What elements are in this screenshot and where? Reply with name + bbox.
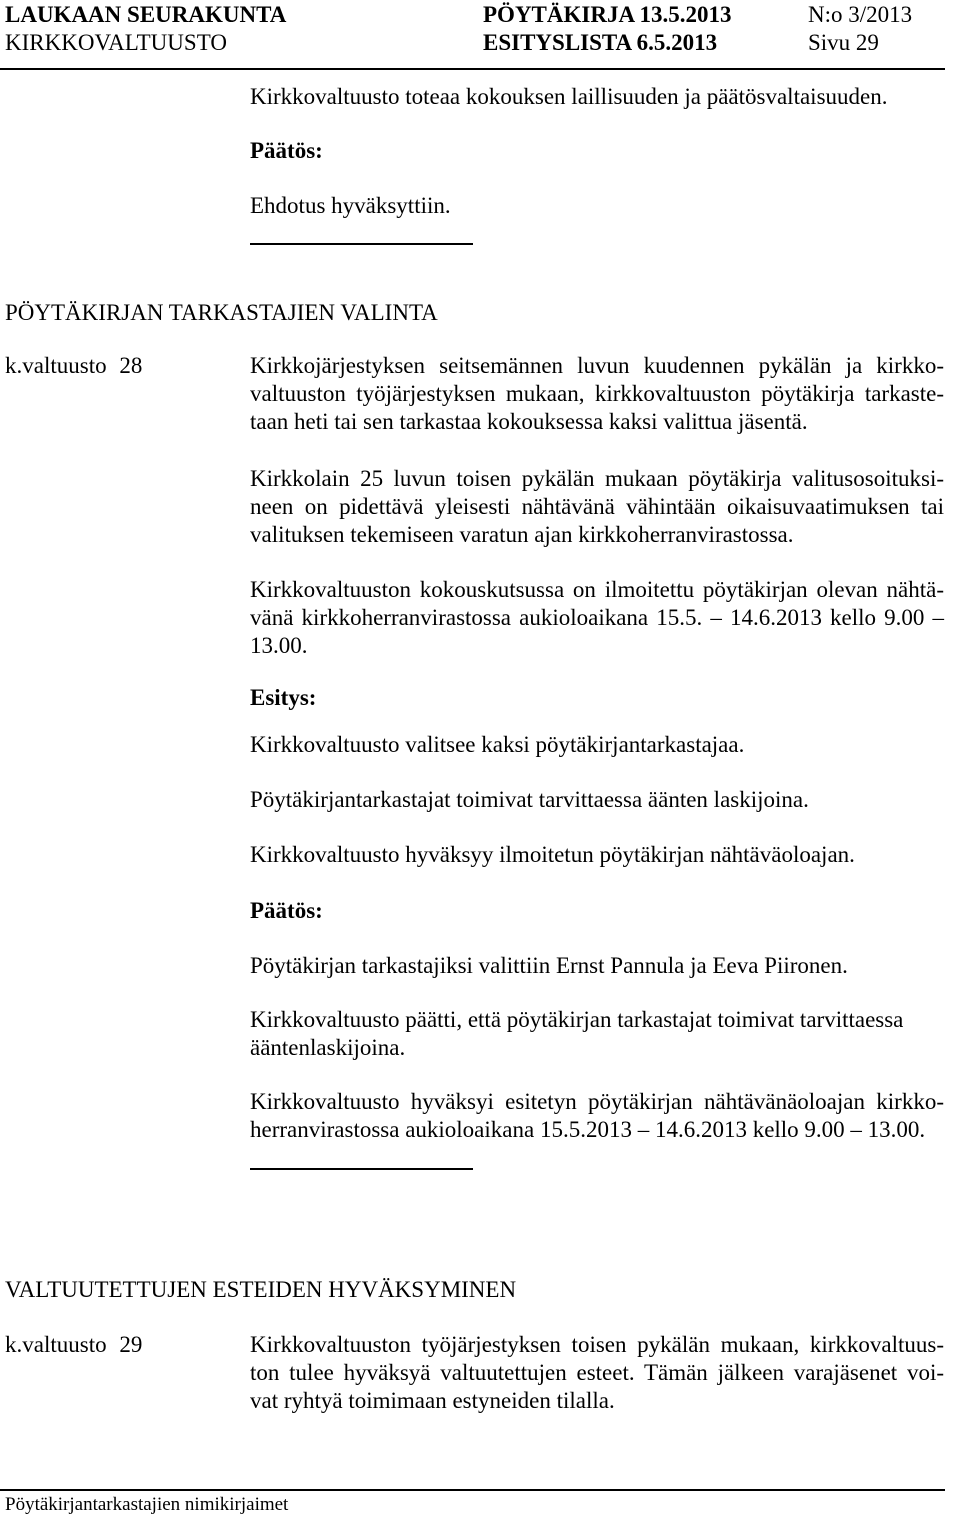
- previous-item-statement: [250, 83, 944, 111]
- section-end-rule: [250, 1168, 473, 1170]
- paragraph-line: Kirkkovaltuusto päätti, että pöytäkirjan tarkastajat toimivat tarvittaessa: [250, 1007, 904, 1032]
- paragraph-line: neen on pidettävä yleisesti nähtävänä vähintään oikaisuvaatimuksen tai: [250, 494, 944, 519]
- paragraph: [250, 465, 944, 549]
- decision-label: Päätös:: [250, 138, 323, 163]
- paragraph-line: Ehdotus hyväksyttiin.: [250, 193, 451, 218]
- paragraph-line: Kirkkovaltuusto hyväksyy ilmoitetun pöytäkirjan nähtäväoloajan.: [250, 842, 855, 867]
- paragraph-line: valituksen tekemiseen varatun ajan kirkkoherranvirastossa.: [250, 522, 794, 547]
- organization-name: LAUKAAN SEURAKUNTA: [5, 2, 287, 27]
- paragraph-line: Kirkkovaltuusto toteaa kokouksen laillisuuden ja päätösvaltaisuuden.: [250, 84, 888, 109]
- proposal: [250, 731, 944, 759]
- paragraph-line: Kirkkovaltuusto hyväksyi esitetyn pöytäkirjan nähtävänäoloajan kirkko-: [250, 1089, 944, 1114]
- section-reference: k.valtuusto 29: [5, 1332, 143, 1357]
- minutes-number: N:o 3/2013: [808, 2, 913, 27]
- paragraph: [250, 1331, 944, 1415]
- minutes-date: PÖYTÄKIRJA 13.5.2013: [483, 2, 732, 27]
- previous-decision-heading: [250, 137, 944, 165]
- decision: [250, 1006, 944, 1062]
- section-end-rule: [250, 243, 473, 245]
- footer-rule: [0, 1489, 945, 1491]
- proposal-heading: [250, 684, 944, 712]
- paragraph-line: vänä kirkkoherranvirastossa aukioloaikana 15.5. – 14.6.2013 kello 9.00 –: [250, 605, 944, 630]
- decision: [250, 1088, 944, 1144]
- header-rule: [0, 68, 945, 70]
- decision: [250, 952, 944, 980]
- paragraph-line: Kirkkojärjestyksen seitsemännen luvun kuudennen pykälän ja kirkko-: [250, 353, 944, 378]
- agenda-date: ESITYSLISTA 6.5.2013: [483, 30, 718, 55]
- paragraph: [250, 352, 944, 436]
- section-title: PÖYTÄKIRJAN TARKASTAJIEN VALINTA: [5, 300, 438, 325]
- proposal-label: Esitys:: [250, 685, 317, 710]
- paragraph-line: Kirkkovaltuuston kokouskutsussa on ilmoitettu pöytäkirjan olevan nähtä-: [250, 577, 944, 602]
- proposal: [250, 841, 944, 869]
- paragraph-line: vat ryhtyä toimimaan estyneiden tilalla.: [250, 1388, 615, 1413]
- council-name: KIRKKOVALTUUSTO: [5, 30, 227, 55]
- paragraph-line: Pöytäkirjan tarkastajiksi valittiin Ernst Pannula ja Eeva Piironen.: [250, 953, 848, 978]
- paragraph-line: 13.00.: [250, 633, 308, 658]
- paragraph-line: Kirkkovaltuusto valitsee kaksi pöytäkirjantarkastajaa.: [250, 732, 745, 757]
- paragraph-line: ton tulee hyväksyä valtuutettujen esteet. Tämän jälkeen varajäsenet voi-: [250, 1360, 944, 1385]
- paragraph-line: ääntenlaskijoina.: [250, 1035, 406, 1060]
- paragraph-line: Pöytäkirjantarkastajat toimivat tarvittaessa äänten laskijoina.: [250, 787, 809, 812]
- footer-initials-label: Pöytäkirjantarkastajien nimikirjaimet: [5, 1494, 289, 1515]
- paragraph-line: taan heti tai sen tarkastaa kokouksessa kaksi valittua jäsentä.: [250, 409, 808, 434]
- paragraph-line: Kirkkolain 25 luvun toisen pykälän mukaan pöytäkirja valitusosoituksi-: [250, 466, 944, 491]
- paragraph: [250, 576, 944, 660]
- section-title: VALTUUTETTUJEN ESTEIDEN HYVÄKSYMINEN: [5, 1277, 517, 1302]
- decision-label: Päätös:: [250, 898, 323, 923]
- page-number: Sivu 29: [808, 30, 879, 55]
- paragraph-line: Kirkkovaltuuston työjärjestyksen toisen pykälän mukaan, kirkkovaltuus-: [250, 1332, 944, 1357]
- decision-heading: [250, 897, 944, 925]
- previous-decision: [250, 192, 944, 220]
- proposal: [250, 786, 944, 814]
- section-reference: k.valtuusto 28: [5, 353, 143, 378]
- paragraph-line: valtuuston työjärjestyksen mukaan, kirkkovaltuuston pöytäkirja tarkaste-: [250, 381, 944, 406]
- paragraph-line: herranvirastossa aukioloaikana 15.5.2013 – 14.6.2013 kello 9.00 – 13.00.: [250, 1117, 926, 1142]
